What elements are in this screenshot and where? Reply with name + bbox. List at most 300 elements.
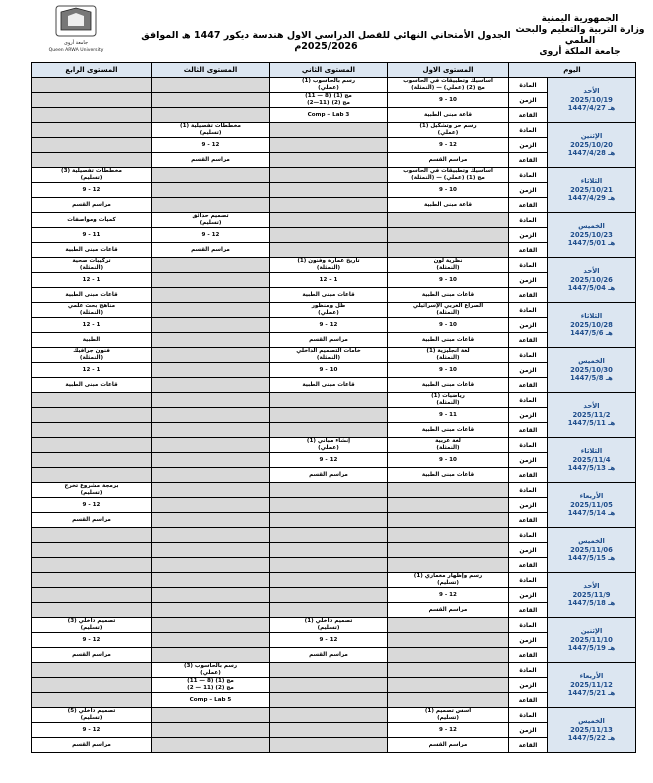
gregorian-date: 2025/11/9 (572, 590, 611, 599)
exam-cell-l2 (270, 243, 388, 258)
exam-cell-l2 (270, 513, 388, 528)
exam-cell-l2 (270, 378, 388, 393)
hijri-date: 1447/5/22 ھـ (567, 734, 616, 743)
exam-cell-l4 (32, 138, 152, 153)
cell-text: 9 - 10 (439, 456, 457, 463)
exam-cell-l1 (388, 303, 509, 318)
cell-text: 9 - 12 (439, 141, 457, 148)
cell-text: تصميم داخلي (1) (304, 618, 353, 624)
row-label-time: الزمن (509, 138, 548, 153)
cell-text: 9 - 10 (319, 366, 338, 373)
exam-cell-l2 (270, 213, 388, 228)
cell-text: 9 - 12 (82, 726, 101, 733)
row-label-time: الزمن (509, 183, 548, 198)
row-label-hall: القاعة (509, 153, 548, 168)
exam-cell-l2 (270, 423, 388, 438)
exam-cell-l3 (152, 693, 270, 708)
day-header: اليوم (509, 63, 636, 78)
hijri-date: 1447/4/29 ھـ (567, 194, 616, 203)
exam-cell-l1 (388, 468, 509, 483)
cell-text: (عملي) (437, 130, 459, 136)
cell-text: قاعة مبنى الطبية (424, 201, 472, 208)
exam-cell-l4 (32, 708, 152, 723)
day-name: الثلاثاء (580, 447, 603, 456)
exam-cell-l3 (152, 168, 270, 183)
day-cell (548, 528, 636, 573)
exam-cell-l3 (152, 183, 270, 198)
exam-cell-l4 (32, 393, 152, 408)
gregorian-date: 2025/10/30 (570, 365, 613, 374)
exam-cell-l3 (152, 318, 270, 333)
day-name: الأحد (583, 582, 600, 591)
exam-cell-l2 (270, 663, 388, 678)
exam-cell-l3 (152, 213, 270, 228)
exam-cell-l2 (270, 288, 388, 303)
table-row (32, 588, 636, 603)
exam-cell-l2 (270, 678, 388, 693)
exam-schedule-table (31, 62, 636, 753)
exam-cell-l2 (270, 108, 388, 123)
row-label-subject: المادة (509, 168, 548, 183)
exam-cell-l3 (152, 513, 270, 528)
exam-cell-l1 (388, 528, 509, 543)
day-name: الأحد (583, 402, 600, 411)
day-name: الأحد (583, 267, 600, 276)
cell-text: أساسيك وتطبيقات في الحاسوب (403, 78, 493, 84)
exam-cell-l4 (32, 288, 152, 303)
exam-cell-l1 (388, 633, 509, 648)
cell-text: 9 - 10 (439, 276, 457, 283)
row-label-hall: القاعة (509, 198, 548, 213)
day-name: الخميس (578, 222, 605, 231)
exam-cell-l2 (270, 483, 388, 498)
cell-text: 9 - 12 (201, 231, 220, 238)
cell-text: مراسم القسم (309, 336, 348, 343)
exam-cell-l1 (388, 423, 509, 438)
cell-text: (تسليم) (199, 130, 222, 136)
exam-cell-l3 (152, 333, 270, 348)
cell-text: رسم حر وتشكيل (1) (419, 123, 477, 129)
gregorian-date: 2025/11/05 (570, 500, 613, 509)
table-row (32, 348, 636, 363)
exam-cell-l4 (32, 303, 152, 318)
table-row (32, 543, 636, 558)
exam-cell-l4 (32, 318, 152, 333)
exam-cell-l3 (152, 468, 270, 483)
exam-cell-l1 (388, 708, 509, 723)
cell-text: (النمثلة) (436, 265, 460, 271)
table-row (32, 618, 636, 633)
exam-cell-l3 (152, 423, 270, 438)
table-row (32, 408, 636, 423)
gregorian-date: 2025/11/4 (572, 455, 611, 464)
table-row (32, 468, 636, 483)
cell-text: الطبية (82, 336, 101, 343)
table-row (32, 603, 636, 618)
exam-cell-l1 (388, 573, 509, 588)
exam-cell-l2 (270, 93, 388, 108)
exam-cell-l2 (270, 333, 388, 348)
day-name: الخميس (578, 537, 605, 546)
row-label-subject: المادة (509, 78, 548, 93)
exam-cell-l1 (388, 93, 509, 108)
exam-cell-l2 (270, 648, 388, 663)
exam-cell-l1 (388, 663, 509, 678)
hijri-date: 1447/5/13 ھـ (567, 464, 616, 473)
exam-cell-l1 (388, 618, 509, 633)
cell-text: مراسم القسم (191, 246, 230, 253)
exam-cell-l4 (32, 618, 152, 633)
row-label-subject: المادة (509, 123, 548, 138)
cell-text: (عملي) (318, 310, 339, 316)
exam-cell-l2 (270, 138, 388, 153)
exam-cell-l3 (152, 93, 270, 108)
row-label-subject: المادة (509, 663, 548, 678)
cell-text: (تسليم) (199, 220, 222, 226)
table-row (32, 738, 636, 753)
exam-cell-l3 (152, 558, 270, 573)
cell-text: (تسليم) (437, 580, 459, 586)
exam-cell-l2 (270, 348, 388, 363)
row-label-hall: القاعة (509, 243, 548, 258)
exam-cell-l4 (32, 573, 152, 588)
row-label-hall: القاعة (509, 693, 548, 708)
exam-cell-l4 (32, 183, 152, 198)
exam-cell-l4 (32, 513, 152, 528)
exam-cell-l1 (388, 258, 509, 273)
cell-text: قاعات مبنى الطبية (302, 291, 355, 298)
exam-cell-l2 (270, 153, 388, 168)
exam-cell-l3 (152, 243, 270, 258)
exam-cell-l4 (32, 78, 152, 93)
exam-cell-l4 (32, 258, 152, 273)
hijri-date: 1447/5/15 ھـ (567, 554, 616, 563)
exam-cell-l2 (270, 363, 388, 378)
table-row (32, 453, 636, 468)
cell-text: مراسم القسم (191, 156, 230, 163)
hijri-date: 1447/4/28 ھـ (567, 149, 616, 158)
exam-cell-l1 (388, 153, 509, 168)
cell-text: مج (2) (11—2) (307, 100, 350, 106)
cell-text: مراسم القسم (428, 156, 468, 163)
exam-cell-l2 (270, 588, 388, 603)
exam-cell-l3 (152, 588, 270, 603)
exam-cell-l2 (270, 573, 388, 588)
exam-cell-l1 (388, 543, 509, 558)
exam-cell-l3 (152, 438, 270, 453)
exam-cell-l1 (388, 138, 509, 153)
table-row (32, 528, 636, 543)
exam-cell-l4 (32, 693, 152, 708)
cell-text: (النمثلة) (79, 310, 104, 316)
cell-text: مراسم القسم (309, 651, 348, 658)
exam-cell-l3 (152, 153, 270, 168)
table-row (32, 438, 636, 453)
row-label-hall: القاعة (509, 513, 548, 528)
day-cell (548, 168, 636, 213)
exam-cell-l4 (32, 558, 152, 573)
cell-text: 9 - 12 (82, 501, 101, 508)
row-label-time: الزمن (509, 453, 548, 468)
table-row (32, 558, 636, 573)
exam-cell-l4 (32, 678, 152, 693)
gregorian-date: 2025/11/10 (570, 635, 613, 644)
exam-cell-l3 (152, 348, 270, 363)
cell-text: (تسليم) (317, 625, 340, 631)
cell-text: مج (2) (11 — 2) (187, 685, 234, 691)
cell-text: مراسم القسم (72, 651, 111, 658)
row-label-hall: القاعة (509, 333, 548, 348)
cell-text: رسم وإظهار معماري (1) (413, 573, 483, 579)
exam-cell-l2 (270, 258, 388, 273)
gregorian-date: 2025/10/28 (570, 320, 613, 329)
cell-text: 12 - 1 (319, 276, 338, 283)
table-row (32, 498, 636, 513)
cell-text: 9 - 12 (319, 321, 338, 328)
table-row (32, 708, 636, 723)
table-row (32, 318, 636, 333)
row-label-hall: القاعة (509, 108, 548, 123)
cell-text: مراسم القسم (72, 741, 111, 748)
table-row (32, 198, 636, 213)
exam-cell-l3 (152, 603, 270, 618)
exam-cell-l2 (270, 228, 388, 243)
row-label-time: الزمن (509, 228, 548, 243)
cell-text: أساسيك وتطبيقات في الحاسوب (403, 168, 493, 174)
row-label-time: الزمن (509, 318, 548, 333)
row-label-time: الزمن (509, 93, 548, 108)
hijri-date: 1447/4/27 ھـ (567, 104, 616, 113)
exam-cell-l1 (388, 288, 509, 303)
day-name: الأحد (583, 87, 600, 96)
exam-cell-l3 (152, 108, 270, 123)
table-row (32, 363, 636, 378)
table-row (32, 123, 636, 138)
exam-cell-l3 (152, 483, 270, 498)
exam-cell-l3 (152, 258, 270, 273)
cell-text: (تسليم) (80, 490, 103, 496)
cell-text: رياضيات (1) (431, 393, 465, 399)
cell-text: نظرية لون (433, 258, 463, 264)
cell-text: 12 - 1 (82, 366, 101, 373)
exam-cell-l1 (388, 558, 509, 573)
exam-cell-l3 (152, 528, 270, 543)
cell-text: (تسليم) (80, 625, 103, 631)
exam-cell-l4 (32, 273, 152, 288)
exam-cell-l4 (32, 243, 152, 258)
exam-cell-l4 (32, 453, 152, 468)
exam-cell-l4 (32, 348, 152, 363)
exam-cell-l2 (270, 468, 388, 483)
table-row (32, 663, 636, 678)
cell-text: 9 - 12 (319, 456, 338, 463)
cell-text: مراسم القسم (428, 741, 468, 748)
row-label-subject: المادة (509, 573, 548, 588)
cell-text: 9 - 12 (201, 141, 220, 148)
day-cell (548, 438, 636, 483)
table-row (32, 693, 636, 708)
exam-cell-l2 (270, 198, 388, 213)
cell-text: قاعات مبنى الطبية (65, 246, 118, 253)
gregorian-date: 2025/10/20 (570, 140, 613, 149)
exam-cell-l4 (32, 93, 152, 108)
exam-cell-l1 (388, 123, 509, 138)
cell-text: فنون جرافيك (73, 348, 110, 354)
cell-text: (عملي) (318, 445, 339, 451)
exam-cell-l2 (270, 738, 388, 753)
table-row (32, 678, 636, 693)
exam-cell-l1 (388, 213, 509, 228)
table-row (32, 228, 636, 243)
table-row (32, 378, 636, 393)
ministry: وزارة التربية والتعليم والبحث العلمي (515, 25, 645, 46)
gregorian-date: 2025/11/06 (570, 545, 613, 554)
cell-text: الصراع العربي الإسرائيلي (412, 303, 484, 309)
exam-cell-l2 (270, 123, 388, 138)
exam-cell-l2 (270, 303, 388, 318)
logo-english: Queen ARWA University (48, 48, 104, 53)
cell-text: (تسليم) (80, 175, 103, 181)
exam-cell-l1 (388, 408, 509, 423)
exam-cell-l4 (32, 168, 152, 183)
cell-text: تركيبات صحية (72, 258, 111, 264)
row-label-time: الزمن (509, 588, 548, 603)
cell-text: مخططات تفصيلية (3) (61, 168, 122, 174)
exam-cell-l3 (152, 723, 270, 738)
exam-cell-l1 (388, 603, 509, 618)
exam-cell-l4 (32, 438, 152, 453)
cell-text: قاعات مبنى الطبية (302, 381, 355, 388)
exam-cell-l3 (152, 648, 270, 663)
cell-text: تصميم داخلي (3) (67, 618, 116, 624)
exam-cell-l3 (152, 393, 270, 408)
exam-cell-l1 (388, 243, 509, 258)
exam-cell-l3 (152, 708, 270, 723)
day-cell (548, 483, 636, 528)
exam-cell-l4 (32, 378, 152, 393)
exam-cell-l2 (270, 528, 388, 543)
cell-text: 9 - 12 (319, 636, 338, 643)
cell-text: 9 - 12 (439, 726, 457, 733)
table-row (32, 393, 636, 408)
cell-text: 9 - 12 (82, 186, 101, 193)
exam-cell-l3 (152, 123, 270, 138)
cell-text: قاعات مبنى الطبية (421, 426, 475, 433)
cell-text: تاريخ عمارة وفنون (1) (297, 258, 360, 264)
cell-text: مراسم القسم (428, 606, 468, 613)
exam-cell-l4 (32, 363, 152, 378)
hijri-date: 1447/5/6 ھـ (570, 329, 613, 338)
exam-cell-l1 (388, 438, 509, 453)
exam-cell-l3 (152, 378, 270, 393)
table-row (32, 483, 636, 498)
table-row (32, 258, 636, 273)
row-label-time: الزمن (509, 723, 548, 738)
university: جامعة الملكة أروى (539, 47, 621, 57)
cell-text: تصميم حدائق (192, 213, 229, 219)
row-label-subject: المادة (509, 483, 548, 498)
row-label-hall: القاعة (509, 558, 548, 573)
exam-cell-l3 (152, 498, 270, 513)
exam-cell-l2 (270, 453, 388, 468)
row-label-subject: المادة (509, 618, 548, 633)
gregorian-date: 2025/10/19 (570, 95, 613, 104)
exam-cell-l3 (152, 618, 270, 633)
table-row (32, 153, 636, 168)
cell-text: (النمثلة) — مج (2) (عملي) (411, 85, 485, 91)
day-name: الخميس (578, 717, 605, 726)
exam-cell-l4 (32, 123, 152, 138)
exam-cell-l2 (270, 318, 388, 333)
table-row (32, 273, 636, 288)
page-title: الجدول الأمتحاني النهائي للفصل الدراسي الاول هندسة ديكور 1447 ھ الموافق 2025/2026م (141, 30, 511, 52)
row-label-hall: القاعة (509, 738, 548, 753)
exam-cell-l1 (388, 393, 509, 408)
exam-cell-l4 (32, 213, 152, 228)
cell-text: قاعات مبنى الطبية (421, 291, 475, 298)
row-label-subject: المادة (509, 708, 548, 723)
table-row (32, 648, 636, 663)
exam-cell-l1 (388, 168, 509, 183)
exam-cell-l1 (388, 333, 509, 348)
level-1-header: المستوى الاول (388, 63, 509, 78)
hijri-date: 1447/5/04 ھـ (567, 284, 616, 293)
day-name: الأربعاء (579, 492, 604, 501)
exam-cell-l3 (152, 738, 270, 753)
institution-block (515, 14, 645, 58)
table-row (32, 633, 636, 648)
hijri-date: 1447/5/01 ھـ (567, 239, 616, 248)
exam-cell-l2 (270, 618, 388, 633)
cell-text: (النمثلة) (436, 355, 460, 361)
cell-text: (عملي) (200, 670, 221, 676)
exam-cell-l4 (32, 228, 152, 243)
cell-text: (النمثلة) (316, 265, 341, 271)
table-row (32, 288, 636, 303)
country: الجمهورية اليمنية (541, 14, 619, 24)
row-label-time: الزمن (509, 273, 548, 288)
table-row (32, 723, 636, 738)
cell-text: مج (1) (8 — 11) (187, 678, 234, 684)
gregorian-date: 2025/10/26 (570, 275, 613, 284)
exam-cell-l3 (152, 678, 270, 693)
exam-cell-l3 (152, 273, 270, 288)
table-row (32, 93, 636, 108)
exam-cell-l3 (152, 228, 270, 243)
exam-cell-l3 (152, 198, 270, 213)
day-name: الإثنين (580, 132, 603, 141)
cell-text: (النمثلة) (316, 355, 341, 361)
cell-text: Comp – Lab 3 (307, 111, 350, 118)
exam-cell-l3 (152, 663, 270, 678)
exam-cell-l4 (32, 603, 152, 618)
exam-cell-l1 (388, 228, 509, 243)
exam-cell-l4 (32, 723, 152, 738)
day-cell (548, 663, 636, 708)
cell-text: مراسم القسم (72, 516, 111, 523)
row-label-subject: المادة (509, 303, 548, 318)
row-label-subject: المادة (509, 258, 548, 273)
table-row (32, 138, 636, 153)
row-label-hall: القاعة (509, 378, 548, 393)
exam-cell-l1 (388, 78, 509, 93)
exam-cell-l2 (270, 543, 388, 558)
day-name: الخميس (578, 357, 605, 366)
row-label-subject: المادة (509, 213, 548, 228)
exam-cell-l3 (152, 408, 270, 423)
exam-cell-l1 (388, 588, 509, 603)
cell-text: (تسليم) (437, 715, 459, 721)
